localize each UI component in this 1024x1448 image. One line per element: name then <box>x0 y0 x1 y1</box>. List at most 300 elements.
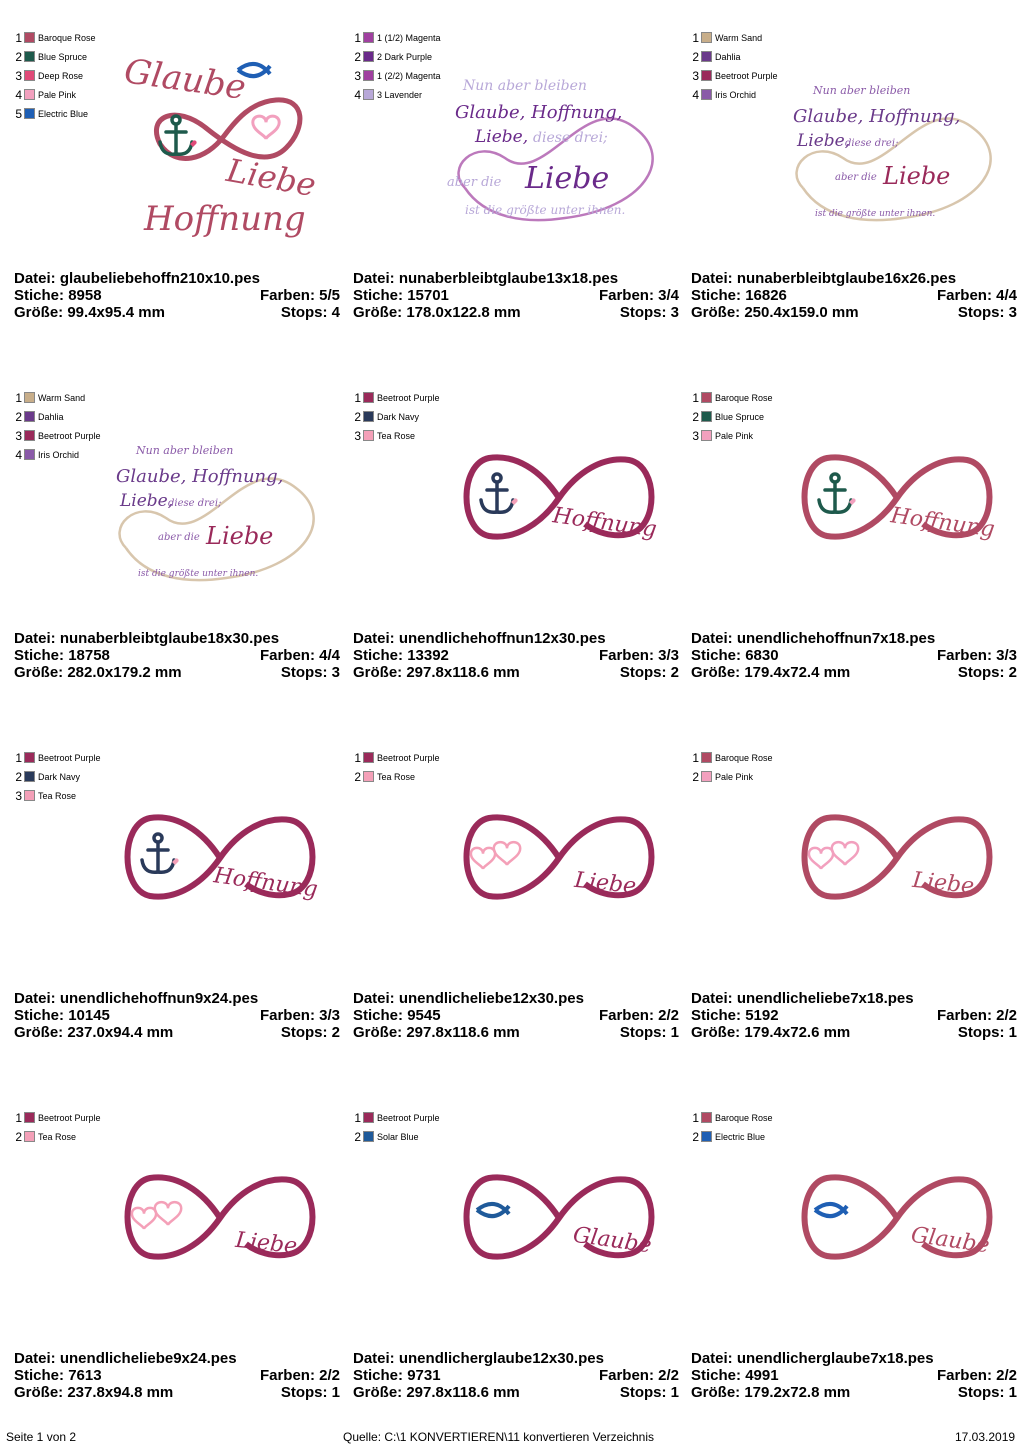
stitches-value: 9731 <box>407 1367 441 1384</box>
stitches-row <box>353 647 679 664</box>
thread-color-swatch <box>24 430 35 441</box>
thread-number: 1 <box>692 1110 699 1125</box>
thread-name: Deep Rose <box>38 70 84 81</box>
thread-item <box>351 28 441 47</box>
thread-color-swatch <box>363 430 374 441</box>
file-name: unendlicherglaube7x18.pes <box>736 1350 934 1367</box>
thread-item <box>12 104 96 123</box>
thread-name: Iris Orchid <box>38 449 80 460</box>
thread-number: 1 <box>692 30 699 45</box>
stitches-value: 7613 <box>68 1367 102 1384</box>
thread-number: 4 <box>692 87 699 102</box>
file-row <box>353 270 679 287</box>
file-label: Datei: <box>691 270 733 287</box>
word-hoffnung: Hoffnung <box>144 199 306 239</box>
file-label: Datei: <box>14 990 56 1007</box>
stops-value: 2 <box>1008 664 1017 681</box>
thread-list <box>12 388 101 464</box>
thread-name: Electric Blue <box>715 1131 766 1142</box>
thread-color-swatch <box>701 1131 712 1142</box>
colors-value: 4/4 <box>319 647 340 664</box>
size-row <box>691 1384 1017 1401</box>
stitches-value: 6830 <box>745 647 779 664</box>
colors-value: 4/4 <box>996 287 1017 304</box>
thread-number: 2 <box>15 49 22 64</box>
stitches-value: 8958 <box>68 287 102 304</box>
stops-value: 3 <box>331 664 340 681</box>
word-hoffnung: Hoffnung <box>551 503 659 543</box>
thread-color-swatch <box>24 1112 35 1123</box>
thread-item <box>689 388 773 407</box>
thread-number: 3 <box>354 68 361 83</box>
stops-label: Stops: <box>957 664 1005 681</box>
thread-list <box>689 1108 773 1146</box>
thread-name: Tea Rose <box>38 1131 77 1142</box>
thread-number: 3 <box>15 428 22 443</box>
stitches-value: 15701 <box>407 287 449 304</box>
design-info <box>353 1350 679 1401</box>
thread-color-swatch <box>363 392 374 403</box>
embroidery-preview <box>106 18 334 258</box>
stitches-row <box>14 287 340 304</box>
stitches-label: Stiche: <box>14 287 65 304</box>
file-row <box>14 270 340 287</box>
file-name: unendlichehoffnun7x18.pes <box>736 630 936 647</box>
file-row <box>14 630 340 647</box>
colors-value: 2/2 <box>658 1367 679 1384</box>
file-label: Datei: <box>14 630 56 647</box>
thread-item <box>12 66 96 85</box>
thread-color-swatch <box>24 392 35 403</box>
size-value: 237.8x94.8 mm <box>67 1384 174 1401</box>
size-label: Größe: <box>353 304 403 321</box>
thread-name: Blue Spruce <box>38 51 88 62</box>
file-name: unendlicherglaube12x30.pes <box>398 1350 604 1367</box>
stops-value: 3 <box>1008 304 1017 321</box>
size-value: 179.4x72.4 mm <box>744 664 851 681</box>
thread-list <box>12 748 101 805</box>
thread-name: 3 Lavender <box>377 89 423 100</box>
thread-number: 4 <box>354 87 361 102</box>
thread-name: Beetroot Purple <box>38 752 101 763</box>
thread-item <box>689 85 778 104</box>
embroidery-preview <box>106 378 334 618</box>
stops-label: Stops: <box>957 304 1005 321</box>
thread-name: Blue Spruce <box>715 411 765 422</box>
thread-number: 3 <box>692 68 699 83</box>
thread-item <box>689 767 773 786</box>
design-card <box>6 360 344 720</box>
file-row <box>691 1350 1017 1367</box>
heart-icon <box>253 116 279 139</box>
thread-item <box>12 47 96 66</box>
thread-name: Electric Blue <box>38 108 89 119</box>
page-number: Seite 1 von 2 <box>6 1430 77 1444</box>
thread-color-swatch <box>701 70 712 81</box>
thread-name: Tea Rose <box>38 790 77 801</box>
colors-value: 2/2 <box>319 1367 340 1384</box>
infinity-loop <box>156 100 299 159</box>
thread-name: Warm Sand <box>38 392 86 403</box>
thread-name: 2 Dark Purple <box>377 51 433 62</box>
thread-name: Beetroot Purple <box>377 1112 440 1123</box>
size-label: Größe: <box>691 664 741 681</box>
thread-color-swatch <box>701 430 712 441</box>
size-label: Größe: <box>353 664 403 681</box>
thread-color-swatch <box>24 449 35 460</box>
thread-name: Pale Pink <box>715 771 754 782</box>
thread-number: 5 <box>15 106 22 121</box>
thread-item <box>351 426 440 445</box>
colors-label: Farben: <box>259 287 315 304</box>
thread-color-swatch <box>24 752 35 763</box>
line-groesste: ist die größte unter ihnen. <box>138 569 259 579</box>
design-card <box>345 720 683 1080</box>
line-liebe-large: Liebe <box>883 162 951 190</box>
stitches-value: 13392 <box>407 647 449 664</box>
thread-item <box>351 767 440 786</box>
thread-number: 2 <box>692 1129 699 1144</box>
colors-value: 5/5 <box>319 287 340 304</box>
thread-color-swatch <box>24 411 35 422</box>
line-diese-drei: diese drei; <box>168 498 222 509</box>
word-hoffnung: Hoffnung <box>889 503 997 543</box>
design-info <box>14 270 340 321</box>
stitches-label: Stiche: <box>14 1007 65 1024</box>
size-label: Größe: <box>353 1024 403 1041</box>
size-row <box>353 1384 679 1401</box>
thread-number: 3 <box>15 68 22 83</box>
design-info <box>691 630 1017 681</box>
size-row <box>353 1024 679 1041</box>
line-diese-drei: diese drei; <box>533 130 608 146</box>
thread-number: 1 <box>15 30 22 45</box>
file-name: glaubeliebehoffn210x10.pes <box>59 270 260 287</box>
colors-label: Farben: <box>598 287 654 304</box>
word-liebe: Liebe <box>223 151 319 205</box>
embroidery-preview <box>106 738 334 978</box>
stitches-label: Stiche: <box>353 647 404 664</box>
thread-name: Iris Orchid <box>715 89 757 100</box>
file-label: Datei: <box>353 1350 395 1367</box>
colors-label: Farben: <box>259 1007 315 1024</box>
colors-value: 3/3 <box>996 647 1017 664</box>
fish-icon <box>477 1204 509 1216</box>
thread-number: 2 <box>15 1129 22 1144</box>
file-row <box>353 1350 679 1367</box>
colors-value: 3/3 <box>319 1007 340 1024</box>
thread-name: Baroque Rose <box>715 752 773 763</box>
stitches-row <box>691 647 1017 664</box>
thread-item <box>351 407 440 426</box>
thread-color-swatch <box>363 1131 374 1142</box>
size-value: 179.2x72.8 mm <box>744 1384 851 1401</box>
size-label: Größe: <box>691 1384 741 1401</box>
design-card <box>345 0 683 360</box>
embroidery-preview <box>783 378 1011 618</box>
size-row <box>14 1384 340 1401</box>
file-row <box>353 990 679 1007</box>
file-label: Datei: <box>14 1350 56 1367</box>
stops-label: Stops: <box>957 1384 1005 1401</box>
thread-item <box>351 66 441 85</box>
design-info <box>14 990 340 1041</box>
thread-number: 2 <box>692 49 699 64</box>
heart-icon <box>471 848 495 869</box>
embroidery-preview <box>445 378 673 618</box>
file-row <box>14 1350 340 1367</box>
design-info <box>14 1350 340 1401</box>
stitches-value: 10145 <box>68 1007 110 1024</box>
thread-item <box>689 28 778 47</box>
print-date: 17.03.2019 <box>955 1430 1016 1444</box>
thread-item <box>12 786 101 805</box>
colors-label: Farben: <box>259 647 315 664</box>
thread-number: 1 <box>15 750 22 765</box>
stitches-row <box>353 287 679 304</box>
thread-color-swatch <box>24 70 35 81</box>
stops-label: Stops: <box>280 664 328 681</box>
thread-color-swatch <box>24 1131 35 1142</box>
colors-label: Farben: <box>936 287 992 304</box>
thread-item <box>12 85 96 104</box>
thread-item <box>689 1108 773 1127</box>
thread-item <box>351 85 441 104</box>
stitches-label: Stiche: <box>353 287 404 304</box>
word-liebe: Liebe <box>573 867 638 900</box>
colors-label: Farben: <box>936 647 992 664</box>
design-card <box>345 360 683 720</box>
word-hoffnung: Hoffnung <box>212 863 320 903</box>
file-label: Datei: <box>353 990 395 1007</box>
thread-name: Beetroot Purple <box>38 1112 101 1123</box>
word-liebe: Liebe <box>234 1227 299 1260</box>
size-label: Größe: <box>353 1384 403 1401</box>
design-card <box>345 1080 683 1440</box>
heart-icon <box>809 848 833 869</box>
thread-color-swatch <box>363 752 374 763</box>
thread-color-swatch <box>24 32 35 43</box>
embroidery-preview <box>783 1098 1011 1338</box>
heart-icon <box>155 1202 181 1225</box>
file-row <box>691 990 1017 1007</box>
embroidery-preview <box>445 738 673 978</box>
thread-name: Tea Rose <box>377 430 416 441</box>
anchor-icon <box>819 474 851 512</box>
thread-list <box>689 748 773 786</box>
thread-name: Baroque Rose <box>715 1112 773 1123</box>
thread-color-swatch <box>363 51 374 62</box>
thread-item <box>689 47 778 66</box>
thread-item <box>351 1127 440 1146</box>
stops-value: 2 <box>331 1024 340 1041</box>
stops-label: Stops: <box>619 1384 667 1401</box>
thread-number: 1 <box>354 1110 361 1125</box>
thread-name: Baroque Rose <box>715 392 773 403</box>
thread-color-swatch <box>363 411 374 422</box>
design-info <box>691 270 1017 321</box>
thread-name: Pale Pink <box>715 430 754 441</box>
thread-number: 3 <box>354 428 361 443</box>
thread-name: Warm Sand <box>715 32 763 43</box>
size-row <box>691 304 1017 321</box>
design-info <box>353 630 679 681</box>
size-row <box>14 1024 340 1041</box>
thread-color-swatch <box>701 32 712 43</box>
thread-item <box>12 388 101 407</box>
thread-number: 2 <box>692 769 699 784</box>
thread-number: 3 <box>15 788 22 803</box>
stops-label: Stops: <box>280 1024 328 1041</box>
thread-number: 1 <box>15 1110 22 1125</box>
anchor-icon <box>481 474 513 512</box>
thread-color-swatch <box>701 752 712 763</box>
thread-color-swatch <box>363 89 374 100</box>
thread-number: 2 <box>354 49 361 64</box>
fish-icon <box>815 1204 847 1216</box>
colors-value: 2/2 <box>996 1007 1017 1024</box>
stitches-label: Stiche: <box>691 1367 742 1384</box>
design-info <box>691 990 1017 1041</box>
line-aber-die: aber die <box>447 175 502 190</box>
thread-number: 3 <box>692 428 699 443</box>
stitches-label: Stiche: <box>691 647 742 664</box>
colors-label: Farben: <box>936 1367 992 1384</box>
design-card <box>6 0 344 360</box>
thread-number: 1 <box>354 750 361 765</box>
thread-color-swatch <box>701 392 712 403</box>
file-name: nunaberbleibtglaube13x18.pes <box>398 270 619 287</box>
line-nun-aber-bleiben: Nun aber bleiben <box>136 444 234 457</box>
thread-list <box>351 388 440 445</box>
heart-icon <box>494 842 520 865</box>
file-label: Datei: <box>353 270 395 287</box>
stitches-row <box>691 1007 1017 1024</box>
size-label: Größe: <box>14 1384 64 1401</box>
file-row <box>691 630 1017 647</box>
stitches-label: Stiche: <box>14 647 65 664</box>
thread-item <box>12 748 101 767</box>
design-card <box>683 0 1021 360</box>
embroidery-preview <box>783 18 1011 258</box>
stops-value: 1 <box>670 1024 679 1041</box>
colors-label: Farben: <box>598 1367 654 1384</box>
size-label: Größe: <box>691 1024 741 1041</box>
stitches-value: 9545 <box>407 1007 441 1024</box>
stops-value: 2 <box>670 664 679 681</box>
file-name: unendlichehoffnun9x24.pes <box>59 990 259 1007</box>
stops-value: 1 <box>1008 1024 1017 1041</box>
stitches-row <box>691 287 1017 304</box>
file-row <box>14 990 340 1007</box>
stitches-value: 18758 <box>68 647 110 664</box>
file-row <box>353 630 679 647</box>
colors-value: 2/2 <box>996 1367 1017 1384</box>
size-value: 250.4x159.0 mm <box>744 304 859 321</box>
thread-number: 4 <box>15 447 22 462</box>
colors-label: Farben: <box>598 1007 654 1024</box>
stops-label: Stops: <box>619 1024 667 1041</box>
thread-color-swatch <box>24 790 35 801</box>
thread-number: 2 <box>354 769 361 784</box>
thread-list <box>689 388 773 445</box>
line-aber-die: aber die <box>835 172 877 183</box>
line-nun-aber-bleiben: Nun aber bleiben <box>813 84 911 97</box>
line-liebe: Liebe, <box>120 491 174 511</box>
colors-label: Farben: <box>259 1367 315 1384</box>
thread-color-swatch <box>701 411 712 422</box>
design-info <box>353 990 679 1041</box>
colors-label: Farben: <box>936 1007 992 1024</box>
thread-number: 2 <box>354 1129 361 1144</box>
heart-icon <box>832 842 858 865</box>
stops-value: 3 <box>670 304 679 321</box>
line-liebe-large: Liebe <box>206 522 274 550</box>
thread-list <box>12 28 96 123</box>
word-glaube: Glaube <box>121 51 249 108</box>
thread-item <box>12 28 96 47</box>
stitches-row <box>14 647 340 664</box>
heart-icon <box>132 1208 156 1229</box>
thread-name: Pale Pink <box>38 89 77 100</box>
size-value: 297.8x118.6 mm <box>406 1024 520 1041</box>
stitches-row <box>691 1367 1017 1384</box>
thread-color-swatch <box>363 70 374 81</box>
embroidery-preview <box>783 738 1011 978</box>
anchor-icon <box>142 834 174 872</box>
size-value: 178.0x122.8 mm <box>406 304 521 321</box>
design-card <box>683 1080 1021 1440</box>
size-label: Größe: <box>14 664 64 681</box>
colors-value: 2/2 <box>658 1007 679 1024</box>
stitches-label: Stiche: <box>691 287 742 304</box>
line-liebe-large: Liebe <box>525 161 610 196</box>
colors-value: 3/3 <box>658 647 679 664</box>
line-nun-aber-bleiben: Nun aber bleiben <box>463 78 587 94</box>
file-row <box>691 270 1017 287</box>
thread-number: 1 <box>692 390 699 405</box>
embroidery-preview <box>445 18 673 258</box>
word-glaube: Glaube <box>909 1222 992 1259</box>
thread-item <box>12 407 101 426</box>
thread-number: 2 <box>15 769 22 784</box>
thread-color-swatch <box>24 51 35 62</box>
line-aber-die: aber die <box>158 532 200 543</box>
thread-number: 2 <box>15 409 22 424</box>
size-value: 297.8x118.6 mm <box>406 664 520 681</box>
file-name: unendlicheliebe7x18.pes <box>736 990 914 1007</box>
file-name: unendlichehoffnun12x30.pes <box>398 630 606 647</box>
file-label: Datei: <box>691 630 733 647</box>
size-row <box>691 1024 1017 1041</box>
thread-name: Dahlia <box>38 411 64 422</box>
stops-label: Stops: <box>957 1024 1005 1041</box>
thread-item <box>351 47 441 66</box>
thread-name: 1 (2/2) Magenta <box>377 70 441 81</box>
thread-name: Baroque Rose <box>38 32 96 43</box>
design-card <box>683 360 1021 720</box>
line-glaube-hoffnung: Glaube, Hoffnung, <box>455 102 623 123</box>
thread-name: Beetroot Purple <box>377 752 440 763</box>
source-path: Quelle: C:\1 KONVERTIEREN\11 konvertieren Verzeichnis <box>343 1430 655 1444</box>
size-value: 179.4x72.6 mm <box>744 1024 851 1041</box>
thread-name: Beetroot Purple <box>377 392 440 403</box>
stitches-label: Stiche: <box>14 1367 65 1384</box>
thread-name: Beetroot Purple <box>715 70 778 81</box>
size-row <box>14 664 340 681</box>
thread-item <box>12 1108 101 1127</box>
thread-color-swatch <box>701 1112 712 1123</box>
